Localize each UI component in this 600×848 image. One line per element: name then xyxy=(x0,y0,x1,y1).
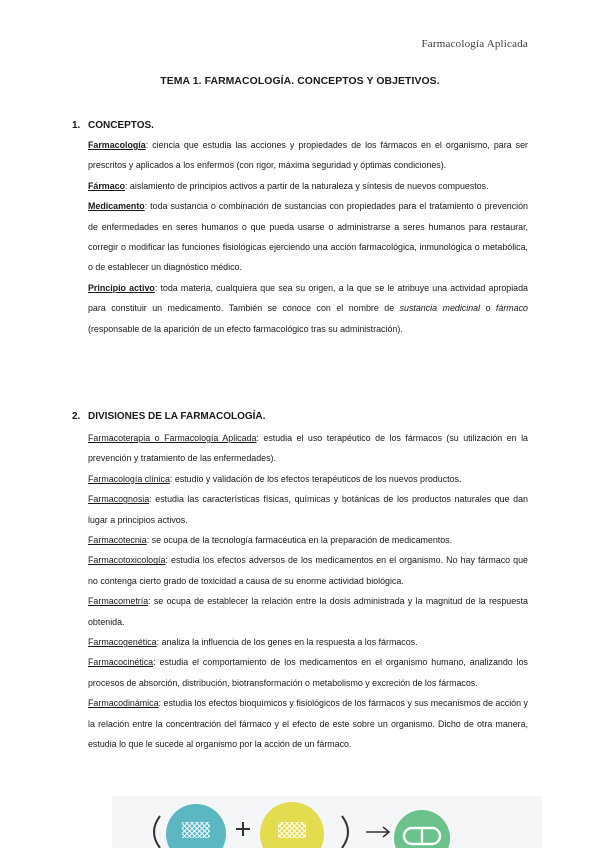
definition-principio-activo xyxy=(88,278,528,339)
division-farmacometria xyxy=(88,591,528,632)
teal-grid-pattern xyxy=(182,822,210,838)
division-farmacogenetica xyxy=(88,632,528,652)
division-term: Farmacogenética xyxy=(88,637,157,648)
definition-term: Fármaco xyxy=(88,180,125,191)
division-term: Farmacodinámica xyxy=(88,698,159,709)
definition-emphasis: sustancia medicinal xyxy=(399,303,481,314)
division-farmacotecnia xyxy=(88,530,528,550)
definition-term: Farmacología xyxy=(88,140,146,150)
section-heading-conceptos xyxy=(72,120,154,131)
definition-farmaco xyxy=(88,176,528,196)
section-content-conceptos xyxy=(88,135,528,339)
definition-medicamento xyxy=(88,196,528,278)
section-heading-text: CONCEPTOS. xyxy=(88,120,154,131)
definition-emphasis: fármaco xyxy=(495,303,528,314)
illustration-drug-formula xyxy=(112,796,542,848)
page-header: Farmacología Aplicada xyxy=(421,38,528,50)
section-heading-divisiones xyxy=(72,411,265,422)
section-number: 2. xyxy=(72,411,81,422)
division-text: : se ocupa de la tecnología farmacéutica en la preparación de medicamentos. xyxy=(146,535,453,546)
division-term: Farmacología clínica xyxy=(88,473,170,484)
division-farmacoterapia xyxy=(88,428,528,469)
section-number: 1. xyxy=(72,120,81,131)
definition-text: : toda materia, cualquiera que sea su origen, a la que se le atribuye una actividad apropiada para constituir un medicamento. También se conoce con el nombre de xyxy=(88,282,528,314)
division-farmacodinamica xyxy=(88,693,528,754)
page-title: TEMA 1. FARMACOLOGÍA. CONCEPTOS Y OBJETIVOS. xyxy=(160,76,440,87)
definition-text: o xyxy=(480,303,496,314)
division-term: Farmacognosia xyxy=(88,494,150,505)
definition-text: : aislamiento de principios activos a partir de la naturaleza y síntesis de nuevos compuestos. xyxy=(125,180,489,191)
section-content-divisiones xyxy=(88,428,528,755)
division-text: : estudia los efectos bioquímicos y fisiológicos de los fármacos y sus mecanismos de acción y la relación entre la concentración del fármaco y el efecto de este sobre un organismo. Dicho de otra manera, estudia lo que le sucede al organismo por la acción de un fármaco. xyxy=(88,698,528,750)
division-term: Farmacoterapia o Farmacología Aplicada xyxy=(88,433,257,443)
definition-term: Principio activo xyxy=(88,282,155,293)
division-farmacologia-clinica xyxy=(88,469,528,489)
section-heading-text: DIVISIONES DE LA FARMACOLOGÍA. xyxy=(88,411,266,422)
division-term: Farmacotecnia xyxy=(88,535,147,546)
open-paren-icon xyxy=(154,816,160,848)
division-term: Farmacometría xyxy=(88,596,149,607)
division-text: : estudia las características físicas, químicas y botánicas de los productos naturales que dan lugar a principios activos. xyxy=(88,494,528,525)
division-text: : estudio y validación de los efectos terapéuticos de los nuevos productos. xyxy=(169,473,462,484)
division-term: Farmacocinética xyxy=(88,657,154,668)
definition-text: (responsable de la aparición de un efecto farmacológico tras su administración). xyxy=(88,323,403,334)
arrow-right-icon xyxy=(366,827,389,837)
definition-text: : toda sustancia o combinación de sustancias con propiedades para el tratamiento o prevención de enfermedades en seres humanos o que pueda usarse o administrarse a seres humanos para restaurar, corregir o modificar las funciones fisiológicas ejerciendo una acción farmacológica, inmunológica o metabólica, o de establecer un diagnóstico médico. xyxy=(88,201,528,273)
plus-icon xyxy=(236,822,250,836)
division-text: : estudia el uso terapéutico de los fármacos (su utilización en la prevención y tratamiento de las enfermedades). xyxy=(88,433,528,464)
definition-farmacologia xyxy=(88,135,528,176)
division-farmacocinetica xyxy=(88,652,528,693)
definition-term: Medicamento xyxy=(88,201,145,212)
illustration-svg xyxy=(112,796,542,848)
division-text: : analiza la influencia de los genes en la respuesta a los fármacos. xyxy=(156,637,418,648)
division-text: : se ocupa de establecer la relación entre la dosis administrada y la magnitud de la respuesta obtenida. xyxy=(88,596,528,627)
division-term: Farmacotoxicología xyxy=(88,555,166,566)
division-farmacognosia xyxy=(88,489,528,530)
close-paren-icon xyxy=(342,816,348,848)
yellow-grid-pattern xyxy=(278,822,306,838)
division-text: : estudia el comportamiento de los medicamentos en el organismo humano, analizando los procesos de absorción, distribución, biotransformación o metabolismo y excreción de los fármacos. xyxy=(88,657,528,688)
division-text: : estudia los efectos adversos de los medicamentos en el organismo. No hay fármaco que no contenga cierto grado de toxicidad a causa de su enorme actividad biológica. xyxy=(88,555,528,586)
definition-text: : ciencia que estudia las acciones y propiedades de los fármacos en el organismo, para ser prescritos y aplicados a los enfermos (con rigor, máxima seguridad y óptimas condiciones). xyxy=(88,140,528,171)
division-farmacotoxicologia xyxy=(88,550,528,591)
